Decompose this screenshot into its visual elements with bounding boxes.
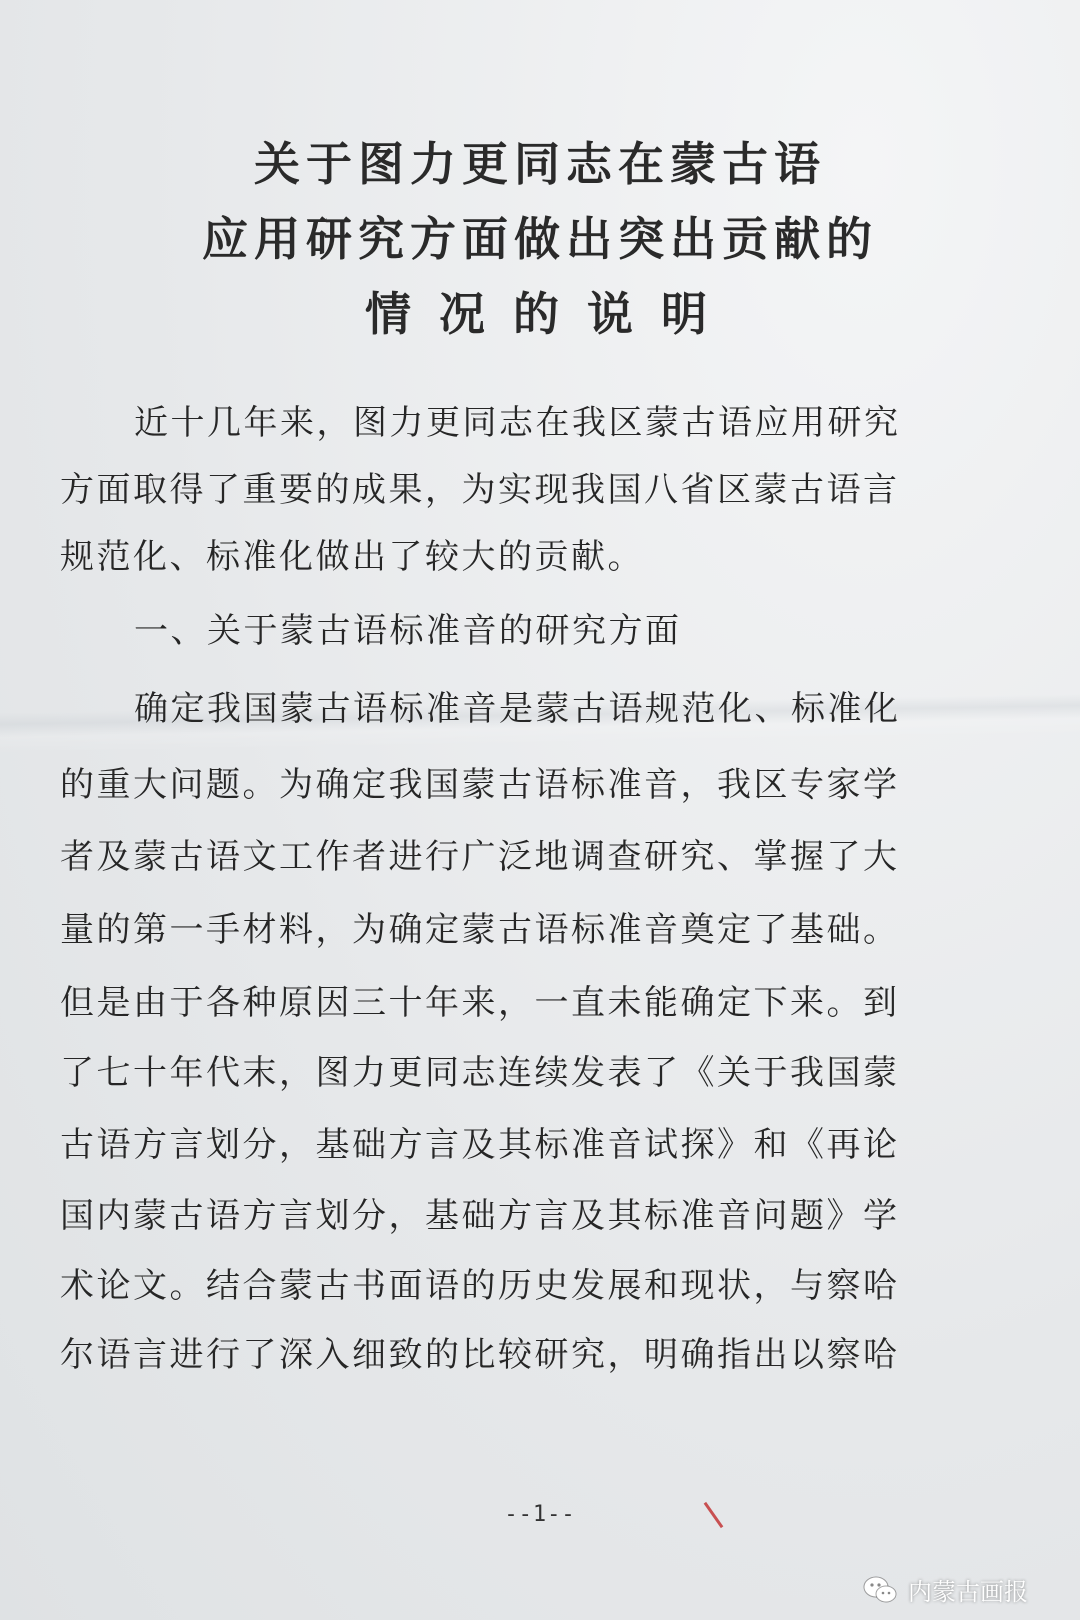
wechat-icon — [862, 1575, 898, 1605]
body-line: 尔语言进行了深入细致的比较研究，明确指出以察哈 — [60, 1335, 900, 1375]
body-line: 术论文。结合蒙古书面语的历史发展和现状，与察哈 — [60, 1266, 900, 1306]
watermark — [862, 1572, 1028, 1607]
section-heading: 一、关于蒙古语标准音的研究方面 — [134, 611, 682, 651]
document-title-line-1: 关于图力更同志在蒙古语 — [254, 137, 826, 191]
body-line: 的重大问题。为确定我国蒙古语标准音，我区专家学 — [60, 765, 900, 805]
body-line: 但是由于各种原因三十年来，一直未能确定下来。到 — [60, 983, 900, 1023]
body-line: 确定我国蒙古语标准音是蒙古语规范化、标准化 — [134, 689, 901, 729]
page-number: --1-- — [504, 1502, 576, 1527]
document-title-line-3: 情况的说明 — [365, 287, 735, 341]
body-line: 国内蒙古语方言划分，基础方言及其标准音问题》学 — [60, 1196, 900, 1236]
body-line: 近十几年来，图力更同志在我区蒙古语应用研究 — [134, 403, 901, 443]
watermark-text: 内蒙古画报 — [908, 1578, 1028, 1606]
body-line: 规范化、标准化做出了较大的贡献。 — [60, 537, 644, 577]
document-title-line-2: 应用研究方面做出突出贡献的 — [202, 212, 878, 266]
body-line: 者及蒙古语文工作者进行广泛地调查研究、掌握了大 — [60, 837, 900, 877]
body-line: 古语方言划分，基础方言及其标准音试探》和《再论 — [60, 1125, 900, 1165]
body-line: 方面取得了重要的成果，为实现我国八省区蒙古语言 — [60, 470, 900, 510]
body-line: 了七十年代末，图力更同志连续发表了《关于我国蒙 — [60, 1053, 900, 1093]
body-line: 量的第一手材料，为确定蒙古语标准音奠定了基础。 — [60, 910, 900, 950]
